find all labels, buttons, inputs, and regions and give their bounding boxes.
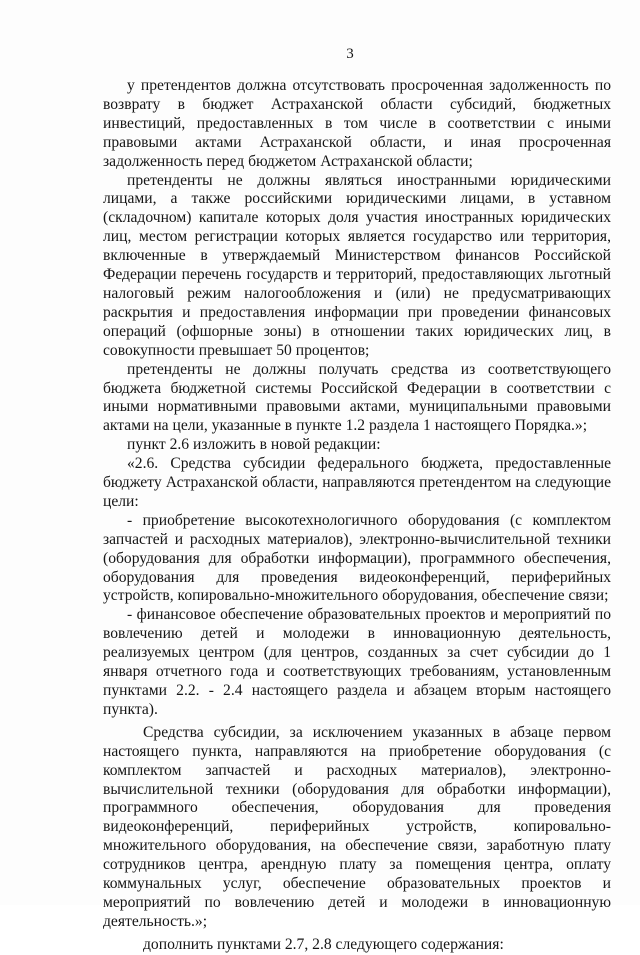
- list-item-projects: - финансовое обеспечение образовательных проектов и мероприятий по вовлечению детей и молодежи в инновационную деятельность, реализуемых центром (для центров, созданных за счет субсидии до 1 января отчетного года и соответствующих требованиям, установленным пунктами 2.2. - 2.4 настоящего раздела и абзацем вторым настоящего пункта).: [103, 606, 611, 718]
- paragraph-clause-2-6: «2.6. Средства субсидии федерального бюджета, предоставленные бюджету Астраханской области, направляются претендентом на следующие цели:: [103, 455, 611, 510]
- page-number: 3: [346, 46, 354, 62]
- paragraph-foreign-entities: претенденты не должны являться иностранными юридическими лицами, а также российскими юридическими лицами, в уставном (складочном) капитале которых доля участия иностранных юридических лиц, местом регистрации которых является государство или территория, включенные в утверждаемый Министерством финансов Российской Федерации перечень государств и территорий, предоставляющих льготный налоговый режим налогообложения и (или) не предусматривающих раскрытия и предоставления информации при проведении финансовых операций (офшорные зоны) в отношении таких юридических лиц, в совокупности превышает 50 процентов;: [103, 171, 611, 359]
- list-item-equipment: - приобретение высокотехнологичного оборудования (с комплектом запчастей и расходных материалов), электронно-вычислительной техники (оборудования для обработки информации), программного обеспечения, оборудования для проведения видеоконференций, периферийных устройств, копировально-множительного оборудования, обеспечение связи;: [103, 511, 611, 605]
- document-body: [103, 77, 611, 955]
- paragraph-clause-2-6-intro: пункт 2.6 изложить в новой редакции:: [127, 436, 381, 454]
- paragraph-overdue-debt: у претендентов должна отсутствовать просроченная задолженность по возврату в бюджет Астраханской области субсидий, бюджетных инвестиций, предоставленных в том числе в соответствии с иными правовыми актами Астраханской области, и иная просроченная задолженность перед бюджетом Астраханской области;: [103, 77, 611, 170]
- paragraph-other-budget-funds: претенденты не должны получать средства из соответствующего бюджета бюджетной системы Российской Федерации в соответствии с иными нормативными правовыми актами, муниципальными правовыми актами на цели, указанные в пункте 1.2 раздела 1 настоящего Порядка.»;: [103, 360, 611, 435]
- paragraph-subsidy-funds: Средства субсидии, за исключением указанных в абзаце первом настоящего пункта, направляются на приобретение оборудования (с комплектом запчастей и расходных материалов), электронно-вычислительной техники (оборудования для обработки информации), программного обеспечения, оборудования для проведения видеоконференций, периферийных устройств, копировально-множительного оборудования, на обеспечение связи, заработную плату сотрудников центра, арендную плату за помещения центра, оплату коммунальных услуг, обеспечение образовательных проектов и мероприятий по вовлечению детей и молодежи в инновационную деятельность.»;: [103, 723, 611, 930]
- paragraph-add-clauses: дополнить пунктами 2.7, 2.8 следующего содержания:: [143, 935, 504, 953]
